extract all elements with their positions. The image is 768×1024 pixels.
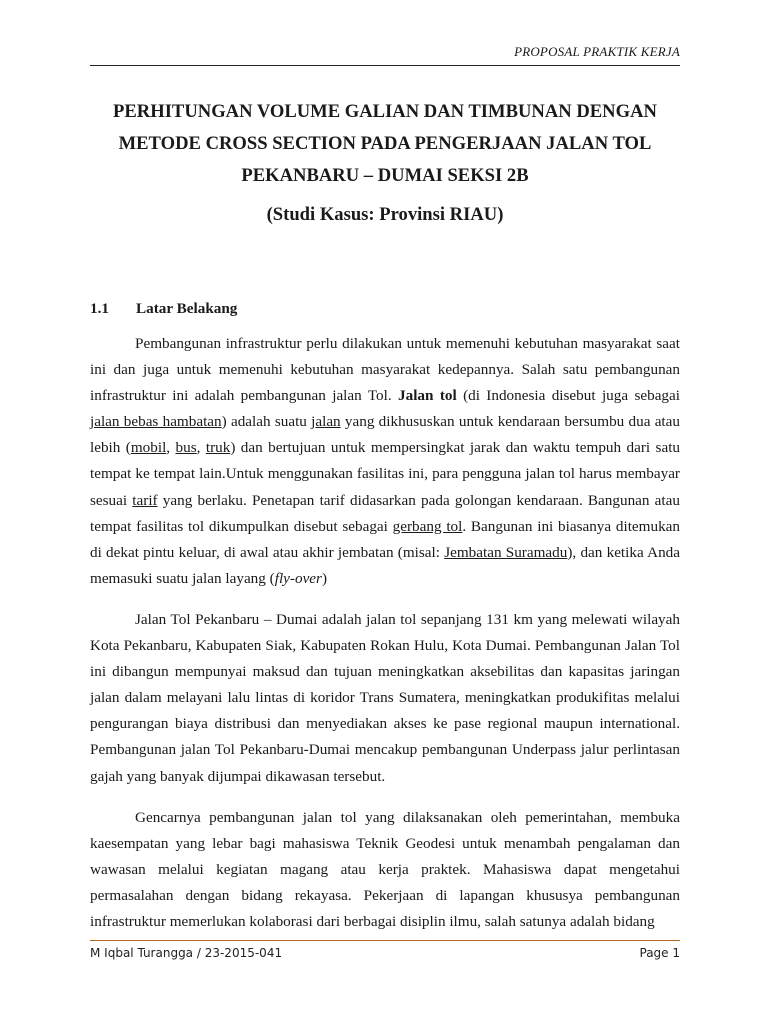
link-bus[interactable]: bus: [175, 439, 197, 457]
term-fly-over: fly-over: [274, 569, 322, 587]
paragraph-1: [90, 331, 680, 592]
link-gerbang-tol[interactable]: gerbang tol: [392, 517, 463, 535]
link-jalan[interactable]: jalan: [311, 413, 341, 431]
link-tarif[interactable]: tarif: [132, 491, 158, 509]
text-run: Pembangunan infrastruktur perlu dilakukan untuk memenuhi kebutuhan masyarakat saat ini dan juga untuk memenuhi kebutuhan masyarakat kedepannya. Salah satu pembangunan infrastruktur ini adalah pembangunan jalan Tol.: [90, 335, 680, 405]
text-run: . Bangunan ini biasanya ditemukan di dekat pintu keluar, di awal atau akhir jembatan (misal:: [90, 517, 681, 561]
section-heading: [90, 298, 237, 320]
running-header: PROPOSAL PRAKTIK KERJA: [514, 44, 680, 59]
title-line-2: METODE CROSS SECTION PADA PENGERJAAN JALAN TOL: [118, 133, 652, 154]
link-truk[interactable]: truk: [205, 439, 231, 457]
text-run: ), dan ketika Anda memasuki suatu jalan layang (: [90, 543, 680, 587]
text-run: ,: [196, 439, 206, 457]
text-run: ) adalah suatu: [221, 413, 312, 431]
text-run: yang dikhususkan untuk kendaraan bersumbu dua atau lebih (: [90, 413, 680, 457]
page-number: Page 1: [639, 946, 680, 960]
document-subtitle: (Studi Kasus: Provinsi RIAU): [266, 204, 504, 225]
paragraph-2: Jalan Tol Pekanbaru – Dumai adalah jalan tol sepanjang 131 km yang melewati wilayah Kota Pekanbaru, Kabupaten Siak, Kabupaten Rokan Hulu, Kota Dumai. Pembangunan Jalan Tol ini dibangun mempunyai maksud dan tujuan meningkatkan aksebilitas dan kapasitas jaringan jalan dalam melayani lalu lintas di koridor Trans Sumatera, meningkatkan produkifitas melalui pengurangan biaya distribusi dan menyediakan akses ke pase regional maupun international. Pembangunan jalan Tol Pekanbaru-Dumai mencakup pembangunan Underpass jalur perlintasan gajah yang banyak dijumpai dikawasan tersebut.: [90, 610, 680, 785]
section-title: Latar Belakang: [136, 300, 238, 317]
title-line-3: PEKANBARU – DUMAI SEKSI 2B: [241, 165, 529, 186]
text-run: ) dan bertujuan untuk mempersingkat jarak dan waktu tempuh dari satu tempat ke tempat lain.Untuk menggunakan fasilitas ini, para pengguna jalan tol harus membayar sesuai: [90, 439, 681, 509]
body-text: [90, 331, 680, 935]
text-run: ): [321, 569, 328, 587]
header-divider: [90, 65, 680, 66]
text-run: yang berlaku. Penetapan tarif didasarkan pada golongan kendaraan. Bangunan atau tempat fasilitas tol dikumpulkan disebut sebagai: [90, 491, 680, 535]
paragraph-3: Gencarnya pembangunan jalan tol yang dilaksanakan oleh pemerintahan, membuka kaesempatan yang lebar bagi mahasiswa Teknik Geodesi untuk menambah pengalaman dan wawasan melalui kegiatan magang atau kerja praktek. Mahasiswa dapat mengetahui permasalahan dengan bidang rekayasa. Pekerjaan di lapangan khususya pembangunan infrastruktur memerlukan kolaborasi dari berbagai disiplin ilmu, salah satunya adalah bidang: [90, 808, 680, 930]
footer-author: M Iqbal Turangga / 23-2015-041: [90, 946, 283, 960]
text-run: ,: [166, 439, 176, 457]
document-title: [90, 96, 680, 192]
link-mobil[interactable]: mobil: [130, 439, 167, 457]
title-line-1: PERHITUNGAN VOLUME GALIAN DAN TIMBUNAN DENGAN: [113, 101, 657, 122]
footer-divider: [90, 940, 680, 941]
term-jalan-tol: Jalan tol: [398, 387, 457, 405]
text-run: (di Indonesia disebut juga sebagai: [456, 387, 680, 405]
link-jalan-bebas-hambatan[interactable]: jalan bebas hambatan: [90, 413, 222, 431]
link-jembatan-suramadu[interactable]: Jembatan Suramadu: [444, 543, 568, 561]
section-number: 1.1: [90, 300, 109, 317]
